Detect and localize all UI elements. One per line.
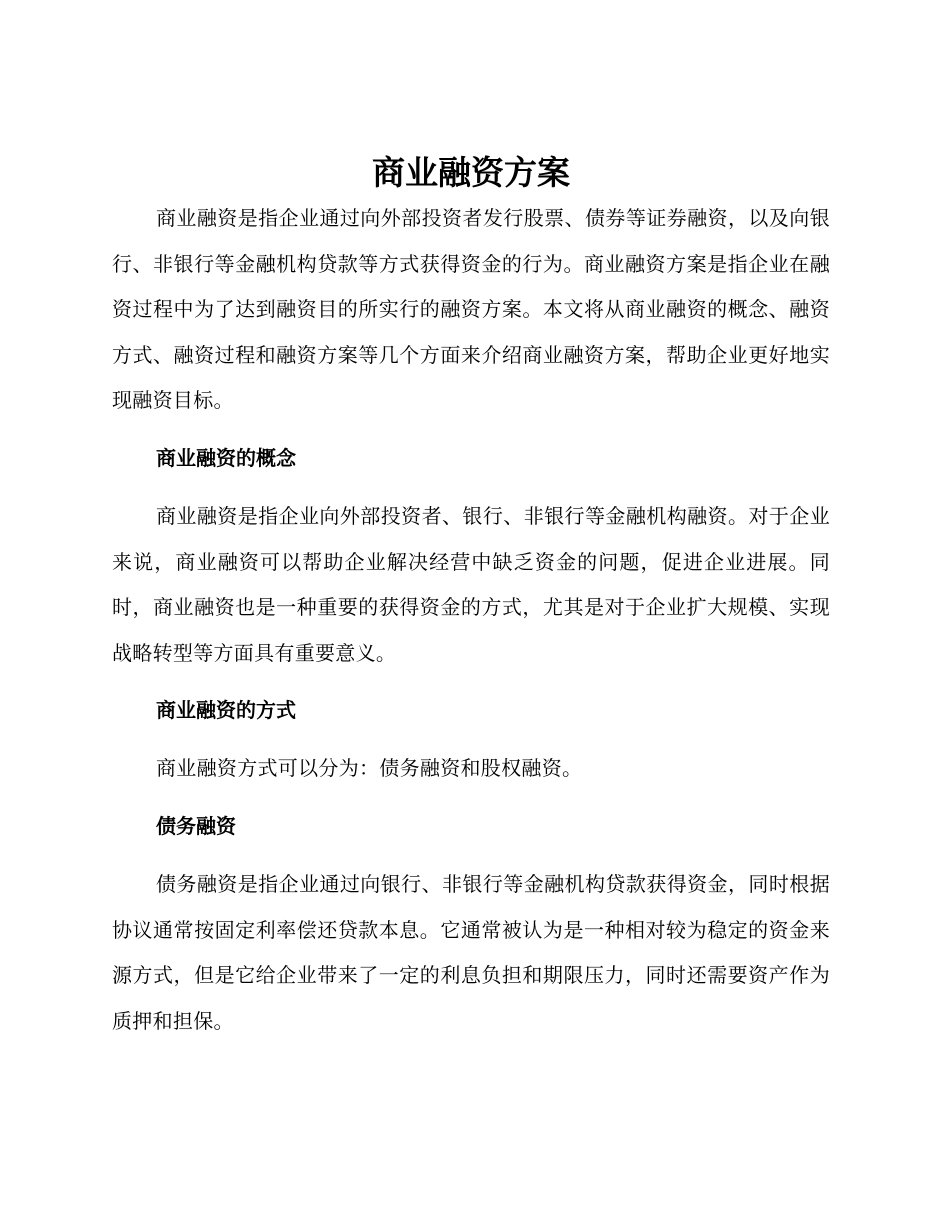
document-title: 商业融资方案 [372, 153, 570, 192]
section-body-concept: 商业融资是指企业向外部投资者、银行、非银行等金融机构融资。对于企业来说，商业融资可以帮助企业解决经营中缺乏资金的问题，促进企业进展。同时，商业融资也是一种重要的获得资金的方式，尤其是对于企业扩大规模、实现战略转型等方面具有重要意义。 [112, 503, 830, 665]
document-content [112, 150, 830, 1044]
section-heading-concept: 商业融资的概念 [156, 445, 296, 470]
section-body-debt-financing: 债务融资是指企业通过向银行、非银行等金融机构贷款获得资金，同时根据协议通常按固定利率偿还贷款本息。它通常被认为是一种相对较为稳定的资金来源方式，但是它给企业带来了一定的利息负担和期限压力，同时还需要资产作为质押和担保。 [112, 871, 830, 1033]
section-heading-debt-financing: 债务融资 [156, 813, 236, 838]
section-heading-methods: 商业融资的方式 [156, 698, 296, 723]
section-body-methods: 商业融资方式可以分为：债务融资和股权融资。 [156, 756, 583, 781]
intro-paragraph: 商业融资是指企业通过向外部投资者发行股票、债券等证券融资，以及向银行、非银行等金融机构贷款等方式获得资金的行为。商业融资方案是指企业在融资过程中为了达到融资目的所实行的融资方案。本文将从商业融资的概念、融资方式、融资过程和融资方案等几个方面来介绍商业融资方案，帮助企业更好地实现融资目标。 [112, 206, 830, 413]
